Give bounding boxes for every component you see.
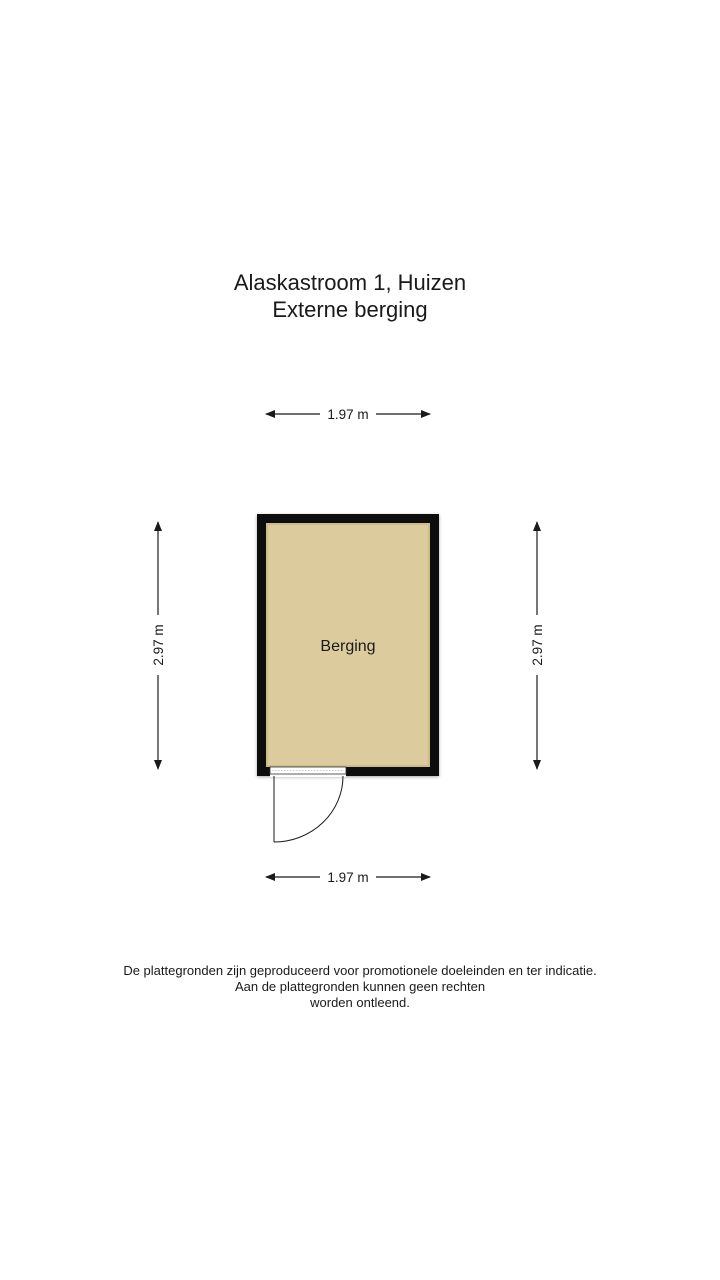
door-swing	[274, 776, 343, 842]
dimension-right-label: 2.97 m	[530, 624, 545, 666]
dimension-top-label: 1.97 m	[327, 407, 369, 422]
floorplan-address-title: Alaskastroom 1, Huizen	[233, 270, 467, 295]
dimension-bottom-label: 1.97 m	[327, 870, 369, 885]
dimension-left	[151, 522, 166, 769]
door-arc	[274, 776, 343, 842]
room-berging	[257, 514, 439, 777]
dimension-left-label: 2.97 m	[151, 624, 166, 666]
dimension-bottom	[266, 870, 430, 885]
dimension-right	[530, 522, 545, 769]
room-label: Berging	[320, 638, 376, 655]
disclaimer-line-3: worden ontleend.	[310, 995, 410, 1010]
disclaimer-line-1: De plattegronden zijn geproduceerd voor promotionele doeleinden en ter indicatie.	[123, 963, 597, 978]
floorplan-subtitle: Externe berging	[272, 297, 428, 322]
door-opening	[270, 767, 346, 777]
disclaimer-line-2: Aan de plattegronden kunnen geen rechten	[234, 979, 486, 994]
dimension-top	[266, 407, 430, 422]
